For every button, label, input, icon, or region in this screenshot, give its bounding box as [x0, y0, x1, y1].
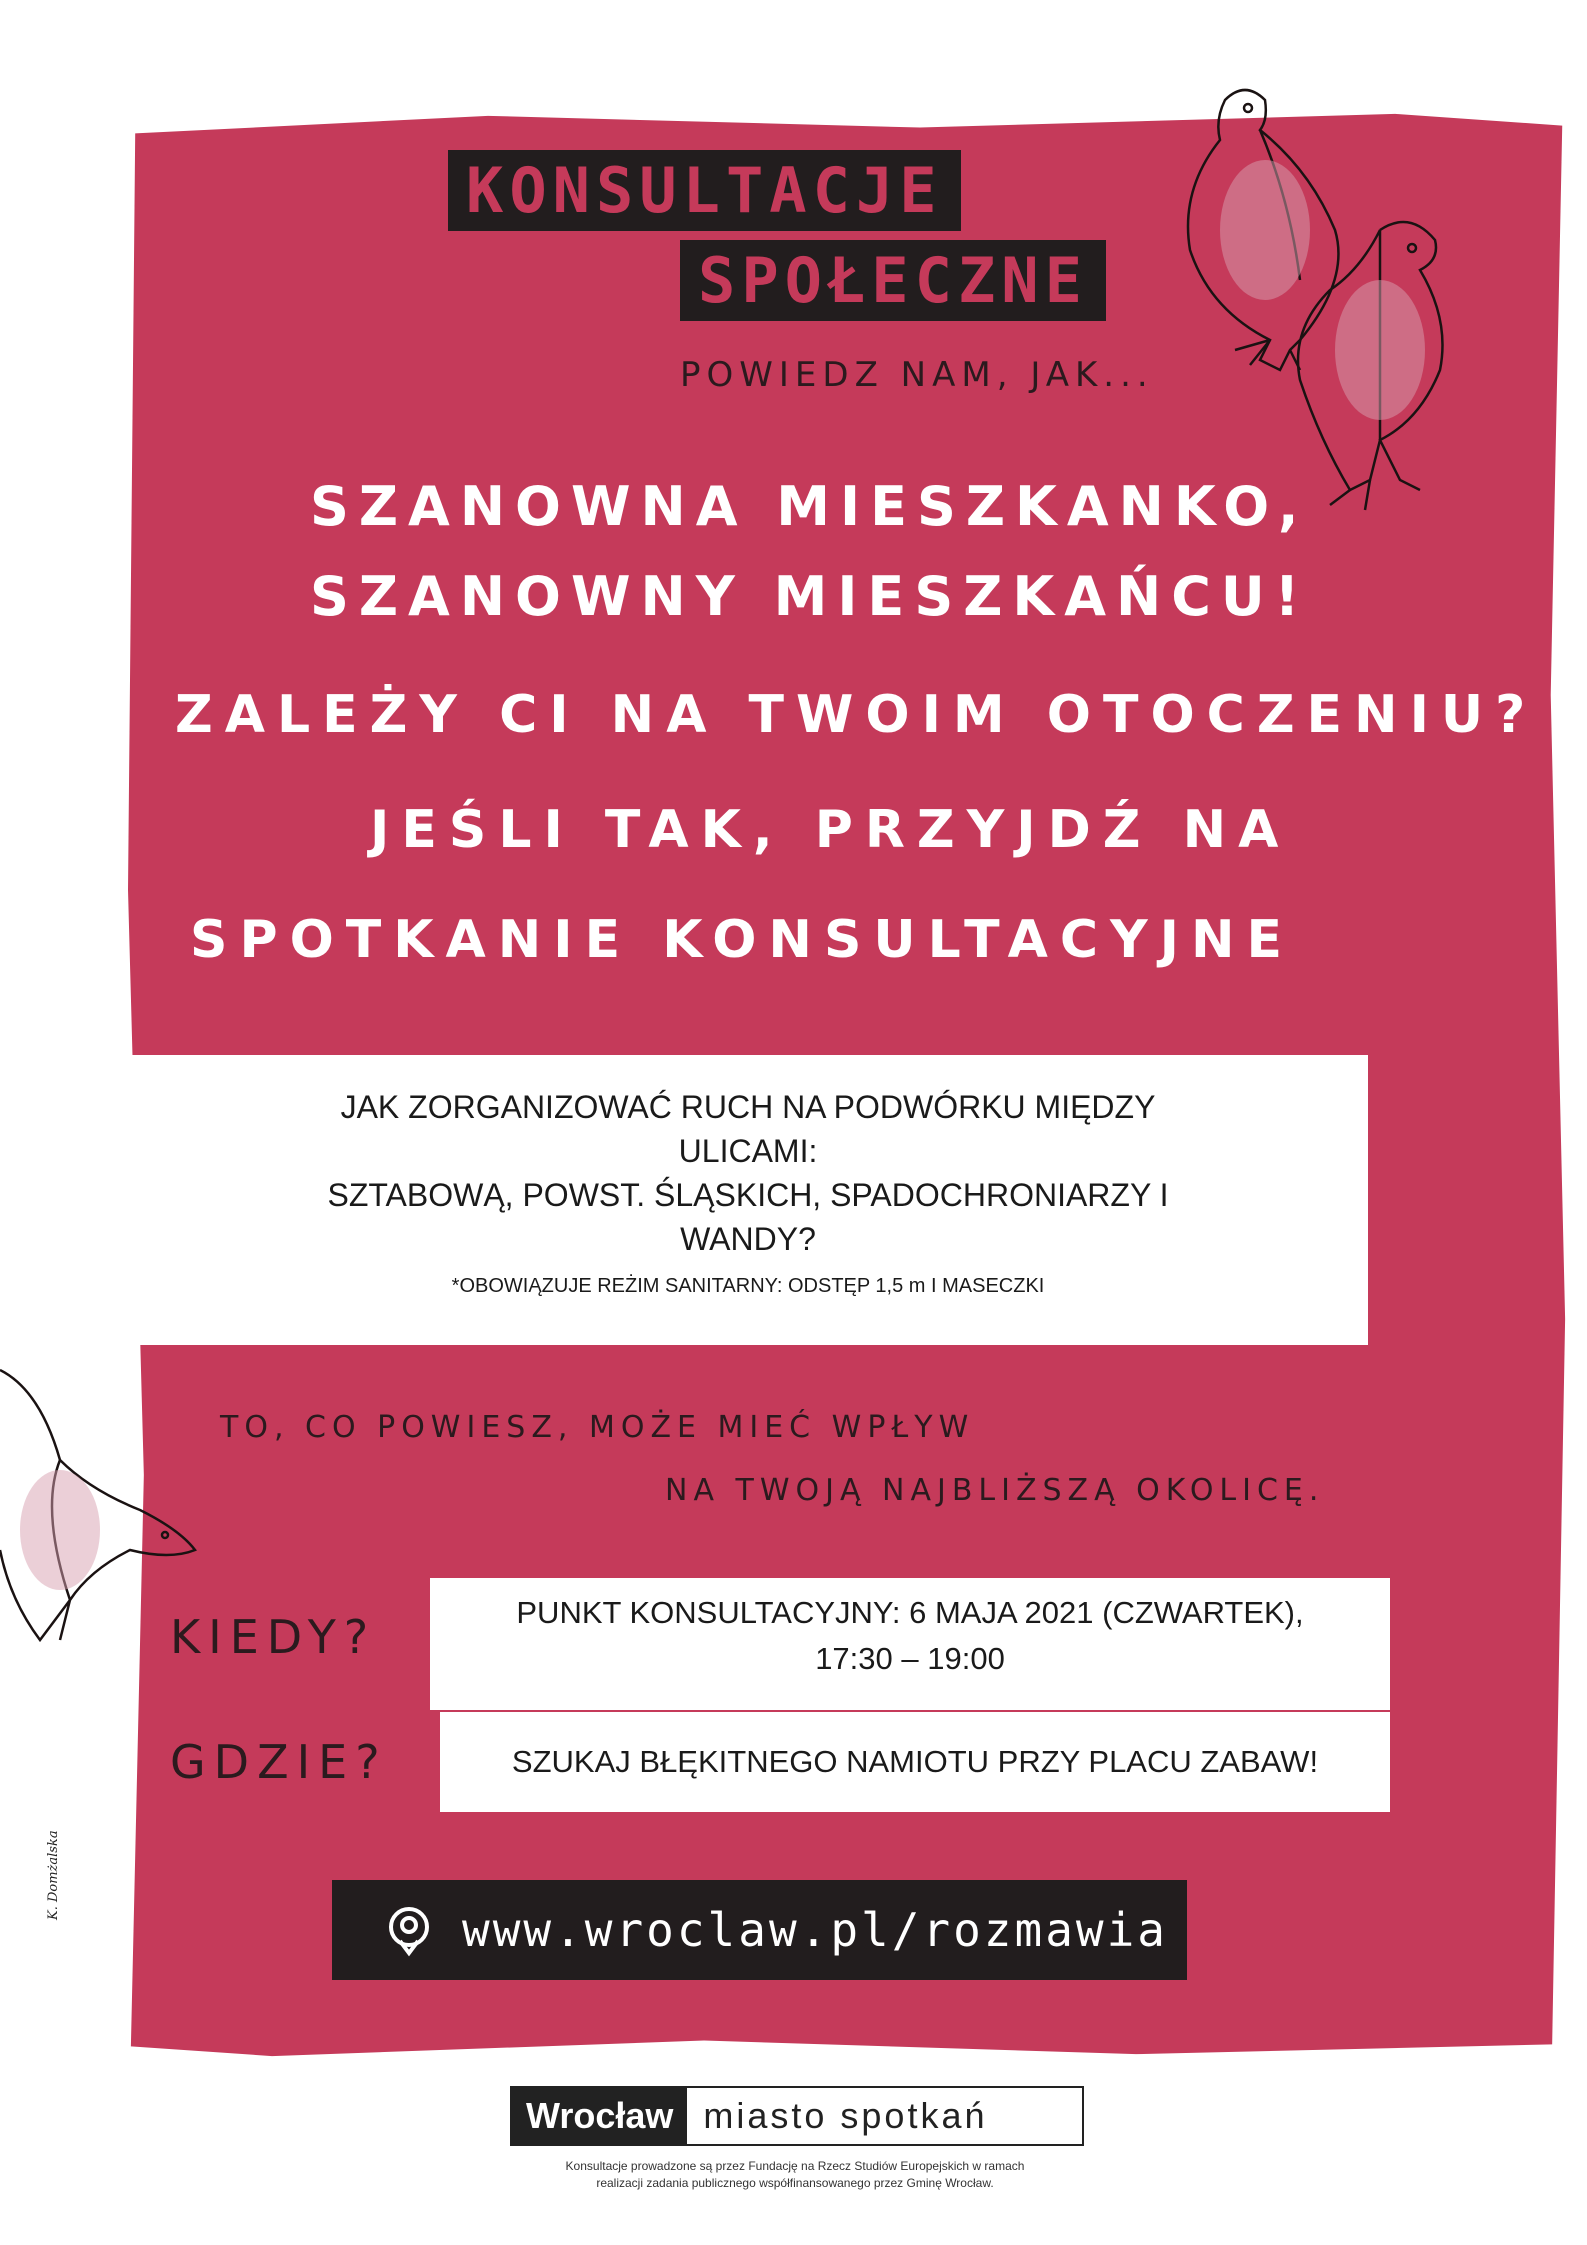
sanitary-note: *OBOWIĄZUJE REŻIM SANITARNY: ODSTĘP 1,5 m I MASECZKI [451, 1275, 1045, 1297]
question-line-1: ZALEŻY CI NA TWOIM OTOCZENIU? [175, 685, 1538, 745]
where-box [440, 1712, 1390, 1812]
greeting-line-1: SZANOWNA MIESZKANKO, [310, 475, 1309, 538]
question-line-3: SPOTKANIE KONSULTACYJNE [190, 910, 1295, 970]
logo-tagline: POWIEDZ NAM, JAK... [680, 355, 1154, 395]
topic-line-2: ULICAMI: [678, 1133, 818, 1169]
question-line-2: JEŚLI TAK, PRZYJDŹ NA [370, 800, 1291, 860]
pigeon-illustration [1150, 80, 1480, 520]
when-line-1: PUNKT KONSULTACYJNY: 6 MAJA 2021 (CZWARTEK), [516, 1595, 1304, 1630]
wroclaw-brand-logo [510, 2086, 1084, 2146]
where-label: GDZIE? [170, 1735, 388, 1789]
website-link[interactable]: www.wroclaw.pl/rozmawia [462, 1903, 1168, 1957]
footer-note [400, 2158, 1190, 2192]
website-bar[interactable] [332, 1880, 1187, 1980]
where-text: SZUKAJ BŁĘKITNEGO NAMIOTU PRZY PLACU ZABAW! [511, 1744, 1319, 1779]
influence-line-1: TO, CO POWIESZ, MOŻE MIEĆ WPŁYW [220, 1410, 975, 1445]
artist-signature: K. Domżalska [46, 1830, 61, 1920]
topic-line-1: JAK ZORGANIZOWAĆ RUCH NA PODWÓRKU MIĘDZY [340, 1089, 1156, 1125]
topic-line-4: WANDY? [680, 1221, 816, 1257]
greeting-line-2: SZANOWNY MIESZKAŃCU! [310, 565, 1310, 628]
when-box [430, 1578, 1390, 1710]
pigeon-illustration-left [0, 1350, 200, 1650]
location-pin-icon [382, 1903, 436, 1957]
brand-tagline: miasto spotkań [703, 2095, 988, 2136]
when-line-2: 17:30 – 19:00 [815, 1641, 1005, 1676]
brand-city: Wrocław [512, 2088, 687, 2144]
when-label: KIEDY? [170, 1610, 377, 1664]
topic-box [128, 1055, 1368, 1345]
logo-line-1: KONSULTACJE [448, 150, 961, 231]
influence-line-2: NA TWOJĄ NAJBLIŻSZĄ OKOLICĘ. [665, 1473, 1325, 1508]
footer-line-2: realizacji zadania publicznego współfinansowanego przez Gminę Wrocław. [596, 2176, 994, 2190]
logo-line-2: SPOŁECZNE [680, 240, 1106, 321]
topic-line-3: SZTABOWĄ, POWST. ŚLĄSKICH, SPADOCHRONIARZY I [327, 1177, 1169, 1213]
footer-line-1: Konsultacje prowadzone są przez Fundację na Rzecz Studiów Europejskich w ramach [565, 2159, 1025, 2173]
